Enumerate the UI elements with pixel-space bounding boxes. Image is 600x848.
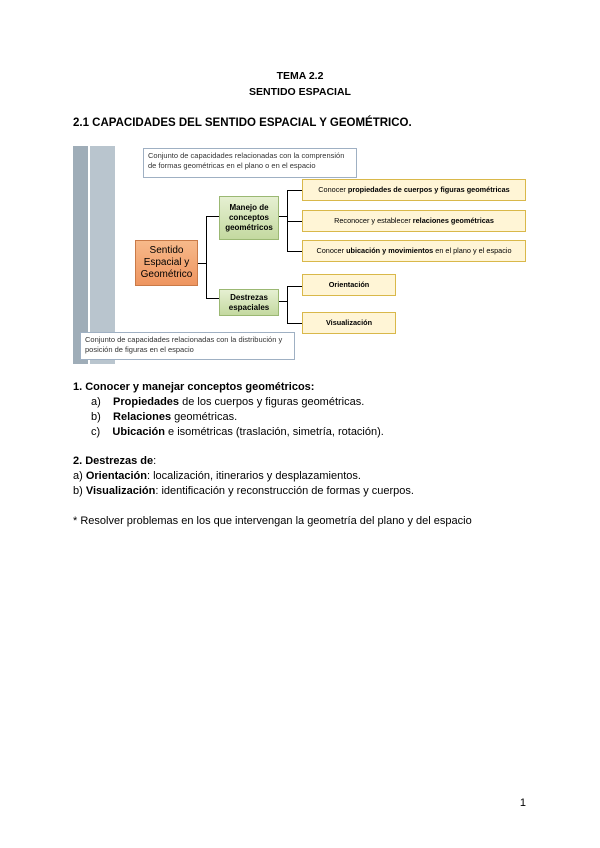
list-item-text: geométricas.	[171, 411, 238, 423]
connector	[287, 190, 302, 191]
list-item-bold: Ubicación	[112, 426, 165, 438]
connector	[287, 286, 302, 287]
list-item	[73, 484, 414, 499]
leaf-relaciones	[302, 210, 526, 232]
connector	[287, 286, 288, 323]
bottom-note: Conjunto de capacidades relacionadas con la distribución y posición de figuras en el espacio	[80, 332, 295, 360]
list-marker: c)	[91, 426, 101, 438]
leaf-text: Conocer	[316, 246, 347, 256]
list-marker: b)	[91, 411, 101, 423]
connector	[206, 216, 219, 217]
list-marker: a)	[91, 396, 101, 408]
leaf-orientacion: Orientación	[302, 274, 396, 296]
concept-diagram	[73, 146, 528, 364]
connector	[279, 301, 287, 302]
page-number: 1	[519, 797, 526, 809]
leaf-text: Conocer	[318, 185, 348, 195]
section2-heading-bold: 2. Destrezas de	[73, 455, 154, 467]
list-item-text: : localización, itinerarios y desplazamientos.	[146, 470, 361, 482]
leaf-text: Reconocer y establecer	[334, 216, 413, 226]
top-note: Conjunto de capacidades relacionadas con la comprensión de formas geométricas en el plano o en el espacio	[143, 148, 357, 178]
connector	[206, 298, 219, 299]
leaf-text-bold: relaciones geométricas	[412, 216, 494, 226]
list-item-text: : identificación y reconstrucción de formas y cuerpos.	[155, 485, 414, 497]
list-item-bold: Propiedades	[113, 396, 180, 408]
list-item	[91, 425, 384, 440]
leaf-text-bold: ubicación y movimientos	[346, 246, 434, 256]
branch-manejo-box: Manejo de conceptos geométricos	[219, 196, 279, 240]
list-item-bold: Relaciones	[113, 411, 172, 423]
list-item	[91, 410, 237, 425]
leaf-ubicacion	[302, 240, 526, 262]
main-concept-box: Sentido Espacial y Geométrico	[135, 240, 198, 286]
connector	[287, 221, 302, 222]
list-item-bold: Orientación	[85, 470, 147, 482]
leaf-visualizacion: Visualización	[302, 312, 396, 334]
footnote: * Resolver problemas en los que intervengan la geometría del plano y del espacio	[73, 515, 472, 527]
list-marker: b)	[73, 485, 86, 497]
branch-destrezas-box: Destrezas espaciales	[219, 289, 279, 316]
list-item	[73, 469, 361, 484]
section2-heading	[73, 454, 156, 469]
connector	[279, 216, 287, 217]
list-item	[91, 395, 364, 410]
connector	[287, 323, 302, 324]
section1-heading: 1. Conocer y manejar conceptos geométricos:	[73, 381, 315, 393]
list-item-bold: Visualización	[85, 485, 156, 497]
leaf-text: en el plano y el espacio	[433, 246, 512, 256]
connector	[206, 216, 207, 298]
leaf-text-bold: propiedades de cuerpos y figuras geométricas	[347, 185, 510, 195]
leaf-propiedades	[302, 179, 526, 201]
list-marker: a)	[73, 470, 86, 482]
list-item-text: e isométricas (traslación, simetría, rotación).	[164, 426, 384, 438]
connector	[198, 263, 206, 264]
topic-subtitle: SENTIDO ESPACIAL	[249, 86, 351, 98]
topic-title: TEMA 2.2	[276, 70, 324, 82]
list-item-text: de los cuerpos y figuras geométricas.	[179, 396, 365, 408]
section-heading: 2.1 CAPACIDADES DEL SENTIDO ESPACIAL Y GEOMÉTRICO.	[73, 117, 412, 129]
connector	[287, 251, 302, 252]
section2-heading-rest: :	[153, 455, 157, 467]
